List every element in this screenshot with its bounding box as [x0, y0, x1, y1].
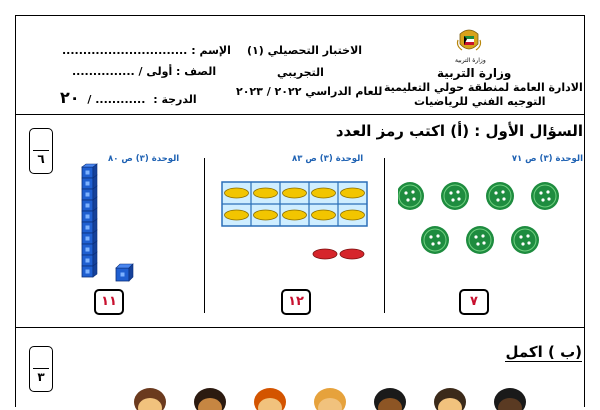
q1-score-box [29, 128, 53, 174]
grade-total: ٢٠ [60, 88, 80, 107]
q1-title: السؤال الأول : (أ) اكتب رمز العدد [335, 122, 583, 140]
question-divider [15, 327, 585, 328]
unit-ref-cubes: الوحدة (٣) ص ٨٠ [108, 154, 180, 164]
q2-score: ٣ [37, 370, 45, 384]
supervision-name: التوجيه الفني للرياضيات [414, 95, 546, 108]
name-blank[interactable]: .............................. [62, 44, 188, 57]
answer-box-ten-frame[interactable]: ١٢ [281, 289, 311, 315]
directorate-name: الادارة العامة لمنطقة حولي التعليمية [384, 81, 583, 94]
q2-title: (ب ) اكمل [505, 343, 582, 361]
counter [511, 226, 539, 254]
counter [441, 182, 469, 210]
counter [466, 226, 494, 254]
green-counters [398, 178, 568, 258]
counter-yellow [225, 188, 249, 198]
score-fraction-line [33, 368, 49, 369]
counter-red [313, 249, 337, 259]
children-illustration [130, 380, 550, 410]
grade-blank[interactable]: ............ / [87, 93, 146, 106]
school-year: للعام الدراسي ٢٠٢٢ / ٢٠٢٣ [236, 85, 383, 98]
counter [531, 182, 559, 210]
grade-line [60, 88, 197, 107]
counter-red [340, 249, 364, 259]
counter-yellow [283, 188, 307, 198]
ministry-caption: وزارة التربية [455, 57, 486, 64]
counter-yellow [341, 210, 365, 220]
panel-divider-1 [204, 158, 205, 313]
counter-yellow [312, 188, 336, 198]
counter-yellow [283, 210, 307, 220]
answer-box-counters[interactable]: ٧ [459, 289, 489, 315]
class-line: الصف : أولى / ............... [72, 65, 217, 78]
panel-divider-2 [384, 158, 385, 313]
header-divider [15, 114, 585, 115]
counter-yellow [254, 188, 278, 198]
kuwait-emblem-icon [454, 28, 484, 56]
answer-box-cubes[interactable]: ١١ [94, 289, 124, 315]
counter [486, 182, 514, 210]
counter-yellow [254, 210, 278, 220]
ministry-name: وزارة التربية [437, 66, 512, 80]
q2-score-box [29, 346, 53, 392]
counter-yellow [225, 210, 249, 220]
exam-type: التجريبي [277, 66, 324, 79]
unit-cubes [76, 163, 146, 288]
q1-score: ٦ [37, 152, 45, 166]
counter-yellow [312, 210, 336, 220]
name-label: الإسم : [191, 44, 231, 57]
name-line [62, 44, 231, 57]
unit-ref-counters: الوحدة (٣) ص ٧١ [511, 154, 583, 164]
counter [421, 226, 449, 254]
ten-frame [219, 180, 369, 270]
grade-label: الدرجة : [153, 93, 197, 106]
counter [398, 182, 424, 210]
score-fraction-line [33, 150, 49, 151]
exam-title: الاختبار التحصيلي (١) [247, 44, 363, 57]
counter-yellow [341, 188, 365, 198]
unit-ref-ten-frame: الوحدة (٣) ص ٨٣ [292, 154, 364, 164]
